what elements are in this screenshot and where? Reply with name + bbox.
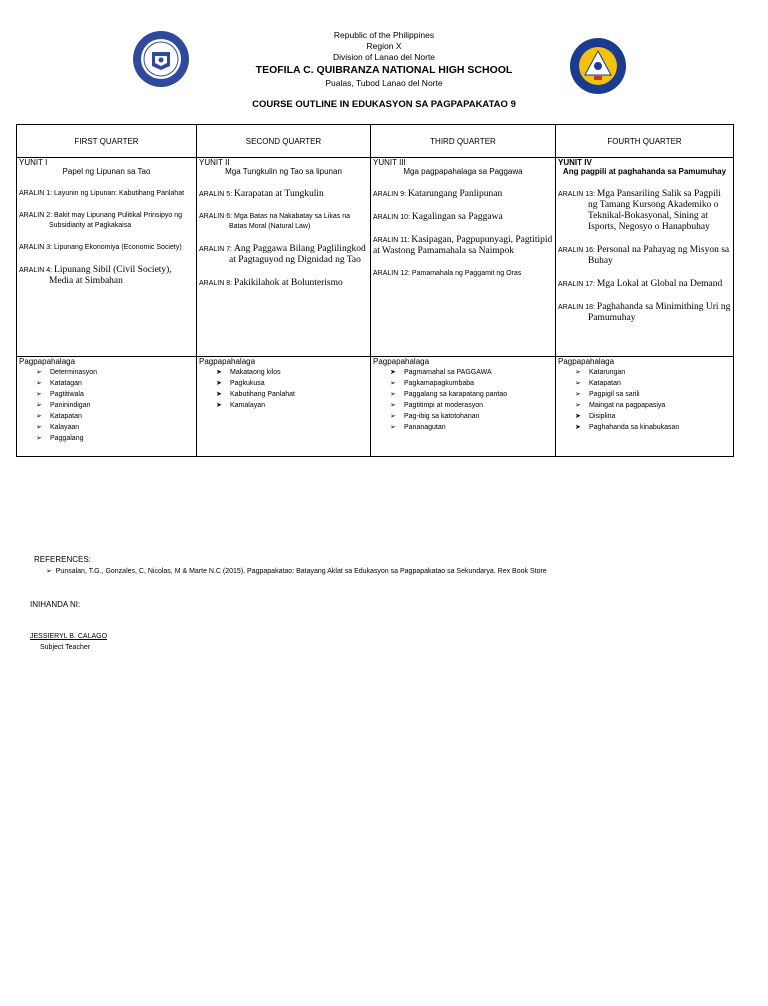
values-title: Pagpapahalaga (199, 357, 256, 366)
aralin-number: ARALIN 10: (373, 214, 410, 221)
quarter-header-row (17, 125, 734, 158)
aralin-item (199, 278, 368, 289)
values-cell (17, 357, 197, 457)
quarter-heading: FOURTH QUARTER (556, 125, 734, 158)
aralin-number: ARALIN 2: (19, 212, 53, 219)
unit-row (17, 158, 734, 357)
list-item: ➢ Pagtitimpi at moderasyon (390, 402, 483, 409)
aralin-number: ARALIN 13: (558, 191, 595, 198)
aralin-number: ARALIN 8: (199, 280, 233, 287)
aralin-number: ARALIN 5: (199, 191, 233, 198)
arrow-bullet-icon: ➢ (390, 413, 396, 420)
aralin-text: Ang Paggawa Bilang Paglilingkod at Pagtaguyod ng Dignidad ng Tao (229, 244, 366, 265)
arrow-bullet-icon: ➢ (46, 568, 56, 575)
list-item: ➤ Makataong kilos (216, 369, 281, 376)
aralin-item (558, 302, 731, 324)
aralin-item (373, 189, 553, 200)
aralin-text: Pamamahala ng Paggamit ng Oras (411, 270, 522, 277)
unit-title: Papel ng Lipunan sa Tao (62, 167, 151, 176)
aralin-text: Pakikilahok at Bolunterismo (234, 278, 343, 288)
values-list (19, 367, 194, 444)
aralin-text: Katarungang Panlipunan (408, 189, 503, 199)
course-outline-table (16, 124, 734, 457)
quarter-heading: THIRD QUARTER (371, 125, 556, 158)
list-item: ➤ Disiplina (575, 413, 616, 420)
unit-cell (371, 158, 556, 357)
values-cell (371, 357, 556, 457)
aralin-number: ARALIN 1: (19, 190, 53, 197)
arrow-bullet-icon: ➤ (216, 369, 222, 376)
values-list (558, 367, 731, 433)
values-title: Pagpapahalaga (558, 357, 615, 366)
arrow-bullet-icon: ➢ (575, 369, 581, 376)
arrow-bullet-icon: ➢ (390, 380, 396, 387)
arrow-bullet-icon: ➤ (575, 424, 581, 431)
aralin-item (19, 243, 194, 253)
aralin-text: Lipunang Ekonomiya (Economic Society) (54, 244, 182, 251)
arrow-bullet-icon: ➤ (390, 369, 396, 376)
list-item: ➢ Paggalang (36, 435, 84, 442)
references-label: REFERENCES: (34, 555, 91, 564)
arrow-bullet-icon: ➤ (216, 380, 222, 387)
list-item: ➢ Paggalang sa karapatang pantao (390, 391, 508, 398)
list-item: ➢ Paninindigan (36, 402, 91, 409)
aralin-text: Mga Pansariling Salik sa Pagpili ng Tamang Kursong Akademiko o Teknikal-Bokasyonal, Sining at Isports, Negosyo o Hanapbuhay (588, 189, 721, 232)
unit-label: YUNIT I (19, 158, 48, 167)
aralin-text: Personal na Pahayag ng Misyon sa Buhay (588, 245, 730, 266)
aralin-item (19, 211, 194, 231)
aralin-item (19, 189, 194, 199)
aralin-text: Mga Lokal at Global na Demand (596, 279, 723, 289)
prepared-by-label: INIHANDA NI: (30, 600, 81, 609)
list-item: ➢ Katapatan (575, 380, 621, 387)
arrow-bullet-icon: ➢ (575, 391, 581, 398)
aralin-item (373, 235, 553, 257)
school-name: TEOFILA C. QUIBRANZA NATIONAL HIGH SCHOOL (255, 64, 513, 76)
list-item: ➢ Maingat na pagpapasiya (575, 402, 666, 409)
aralin-text: Karapatan at Tungkulin (234, 189, 324, 199)
values-row (17, 357, 734, 457)
aralin-text: Paghahanda sa Minimithing Uri ng Pamumuhay (588, 302, 731, 323)
aralin-text: Lipunang Sibil (Civil Society), Media at Simbahan (49, 265, 172, 286)
aralin-item (199, 189, 368, 200)
aralin-item (373, 269, 553, 279)
list-item: ➤ Paghahanda sa kinabukasan (575, 424, 680, 431)
values-cell (197, 357, 371, 457)
list-item: ➤ Pagkukusa (216, 380, 265, 387)
list-item: ➤ Kabutihang Panlahat (216, 391, 295, 398)
aralin-text: Mga Batas na Nakabatay sa Likas na Batas Moral (Natural Law) (229, 213, 350, 230)
arrow-bullet-icon: ➢ (36, 435, 42, 442)
arrow-bullet-icon: ➢ (390, 402, 396, 409)
aralin-number: ARALIN 11: (373, 237, 410, 244)
page-title: COURSE OUTLINE IN EDUKASYON SA PAGPAPAKATAO 9 (252, 99, 516, 110)
aralin-text: Layunin ng Lipunan: Kabutihang Panlahat (54, 190, 185, 197)
aralin-number: ARALIN 17: (558, 281, 595, 288)
quarter-heading: FIRST QUARTER (17, 125, 197, 158)
aralin-text: Kagalingan sa Paggawa (411, 212, 503, 222)
unit-label: YUNIT IV (558, 158, 592, 167)
aralin-number: ARALIN 16: (558, 247, 595, 254)
unit-cell (197, 158, 371, 357)
list-item: ➤ Kamalayan (216, 402, 266, 409)
unit-title: Mga pagpapahalaga sa Paggawa (403, 167, 523, 176)
values-list (373, 367, 553, 433)
unit-label: YUNIT III (373, 158, 406, 167)
aralin-number: ARALIN 4: (19, 267, 53, 274)
unit-cell (556, 158, 734, 357)
aralin-number: ARALIN 6: (199, 213, 233, 220)
aralin-item (199, 212, 368, 232)
arrow-bullet-icon: ➢ (36, 391, 42, 398)
school-address: Pualas, Tubod Lanao del Norte (325, 78, 443, 88)
unit-title: Mga Tungkulin ng Tao sa lipunan (225, 167, 342, 176)
list-item: ➢ Katapatan (36, 413, 82, 420)
arrow-bullet-icon: ➤ (216, 391, 222, 398)
country-line: Republic of the Philippines (333, 30, 435, 40)
list-item: ➢ Pananagutan (390, 424, 446, 431)
list-item: ➢ Katarungan (575, 369, 626, 376)
region-line: Region X (366, 41, 402, 51)
aralin-number: ARALIN 18: (558, 304, 595, 311)
aralin-number: ARALIN 3: (19, 244, 53, 251)
values-title: Pagpapahalaga (19, 357, 76, 366)
values-list (199, 367, 368, 411)
aralin-number: ARALIN 9: (373, 191, 407, 198)
list-item: ➢ Pag-ibig sa katotohanan (390, 413, 480, 420)
arrow-bullet-icon: ➤ (575, 413, 581, 420)
list-item: ➢ Kalayaan (36, 424, 80, 431)
arrow-bullet-icon: ➢ (390, 424, 396, 431)
aralin-item (373, 212, 553, 223)
arrow-bullet-icon: ➢ (575, 380, 581, 387)
quarter-heading: SECOND QUARTER (197, 125, 371, 158)
list-item: ➢ Determinasyon (36, 369, 98, 376)
list-item: ➤ Pagmamahal sa PAGGAWA (390, 369, 492, 376)
arrow-bullet-icon: ➤ (216, 402, 222, 409)
reference-item (46, 567, 547, 575)
aralin-text: Kasipagan, Pagpupunyagi, Pagtitipid at Wastong Pamamahala sa Naimpok (373, 235, 553, 256)
arrow-bullet-icon: ➢ (36, 380, 42, 387)
unit-cell (17, 158, 197, 357)
list-item: ➢ Katatagan (36, 380, 82, 387)
reference-text: Punsalan, T.G., Gonzales, C, Nicolas, M & Marte N.C (2015). Pagpapakatao: Batayang Aklat sa Edukasyon sa Pagpapakatao sa Sekundarya. Rex Book Store (55, 568, 547, 575)
unit-label: YUNIT II (199, 158, 230, 167)
arrow-bullet-icon: ➢ (36, 369, 42, 376)
list-item: ➢ Pagtitiwala (36, 391, 84, 398)
arrow-bullet-icon: ➢ (36, 402, 42, 409)
aralin-item (558, 189, 731, 233)
division-line: Division of Lanao del Norte (332, 52, 436, 62)
aralin-number: ARALIN 7: (199, 246, 233, 253)
values-title: Pagpapahalaga (373, 357, 430, 366)
aralin-number: ARALIN 12: (373, 270, 410, 277)
arrow-bullet-icon: ➢ (36, 424, 42, 431)
arrow-bullet-icon: ➢ (36, 413, 42, 420)
teacher-role: Subject Teacher (40, 644, 91, 651)
aralin-item (19, 265, 194, 287)
list-item: ➢ Pagkamapagkumbaba (390, 380, 475, 387)
arrow-bullet-icon: ➢ (575, 402, 581, 409)
teacher-name: JESSIERYL B. CALAGO (30, 633, 108, 640)
aralin-item (558, 245, 731, 267)
unit-title: Ang pagpili at paghahanda sa Pamumuhay (562, 167, 727, 176)
arrow-bullet-icon: ➢ (390, 391, 396, 398)
aralin-item (199, 244, 368, 266)
aralin-item (558, 279, 731, 290)
values-cell (556, 357, 734, 457)
aralin-text: Bakit may Lipunang Pulitikal Prinsipyo ng Subsidiarity at Pagkakaisa (49, 212, 183, 229)
list-item: ➢ Pagpigil sa sarili (575, 391, 640, 398)
